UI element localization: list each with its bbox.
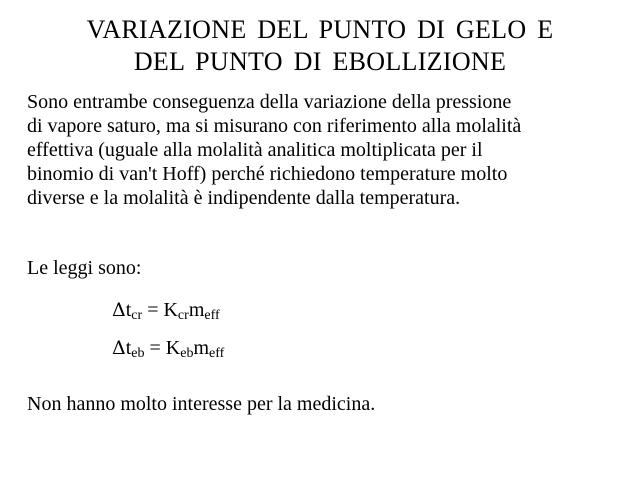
formula-variable: t (125, 299, 132, 321)
paragraph-line: binomio di van't Hoff) perché richiedono temperature molto (27, 163, 508, 185)
paragraph-line: Sono entrambe conseguenza della variazione della pressione (27, 91, 512, 113)
paragraph-line: di vapore saturo, ma si misurano con riferimento alla molalità (27, 115, 522, 137)
formula-equals: = (144, 337, 166, 359)
delta-symbol: Δ (112, 337, 126, 359)
formula-boiling-point (112, 336, 224, 360)
formula-variable-subscript: eb (131, 346, 145, 361)
slide-title (0, 14, 640, 78)
formula-freezing-point (112, 298, 220, 322)
formula-equals: = (142, 299, 164, 321)
formula-constant: K (165, 337, 181, 359)
title-line-2: DEL PUNTO DI EBOLLIZIONE (133, 47, 507, 76)
formula-constant-subscript: eb (180, 346, 194, 361)
formula-variable: t (125, 337, 132, 359)
intro-paragraph (27, 90, 627, 210)
formula-constant: K (163, 299, 178, 321)
formula-variable-subscript: cr (131, 308, 143, 323)
paragraph-line: effettiva (uguale alla molalità analitica moltiplicata per il (27, 139, 483, 161)
closing-statement: Non hanno molto interesse per la medicina. (27, 393, 376, 415)
formula-molality: m (188, 299, 205, 321)
formula-molality-subscript: eff (204, 308, 220, 323)
formula-molality-subscript: eff (209, 346, 225, 361)
paragraph-line: diverse e la molalità è indipendente dalla temperatura. (27, 187, 461, 209)
formula-molality: m (193, 337, 210, 359)
title-line-1: VARIAZIONE DEL PUNTO DI GELO E (86, 15, 554, 44)
laws-intro: Le leggi sono: (27, 257, 142, 279)
delta-symbol: Δ (112, 299, 126, 321)
formula-constant-subscript: cr (177, 308, 189, 323)
